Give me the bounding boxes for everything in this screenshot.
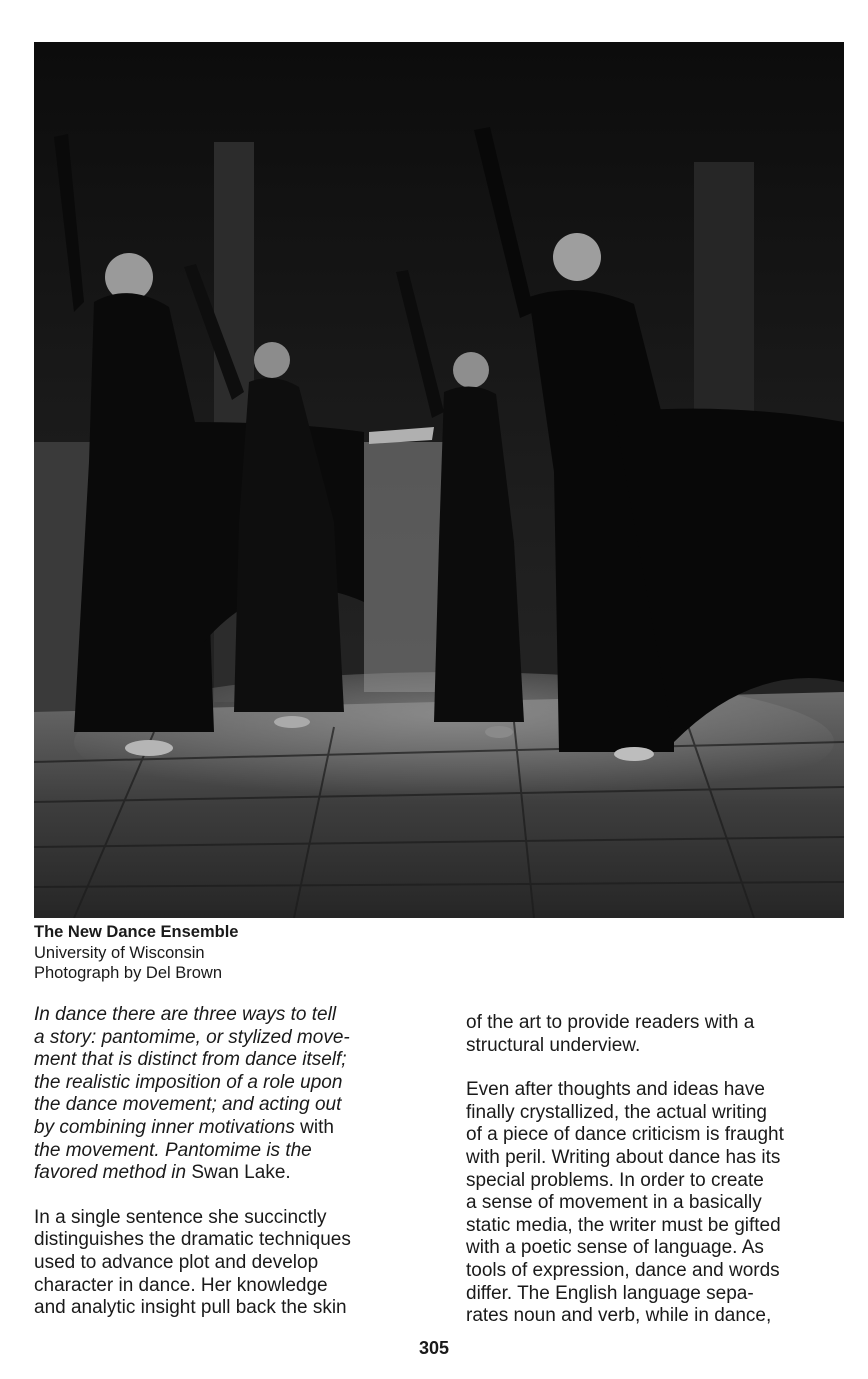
photo-caption <box>34 922 534 984</box>
text-segment: Swan Lake. <box>186 1162 291 1184</box>
page-number: 305 <box>418 1338 450 1358</box>
text-line: character in dance. Her knowledge <box>34 1274 328 1296</box>
text-line: and analytic insight pull back the skin <box>34 1297 347 1319</box>
text-line: rates noun and verb, while in dance, <box>466 1305 772 1327</box>
caption-title: The New Dance Ensemble <box>34 923 239 941</box>
right-column <box>466 1012 846 1328</box>
text-line: a sense of movement in a basically <box>466 1192 762 1214</box>
text-segment: by combining inner motivations <box>34 1116 295 1138</box>
text-line: static media, the writer must be gifted <box>466 1214 781 1236</box>
text-line <box>34 1162 414 1185</box>
text-segment: with <box>294 1116 334 1138</box>
text-line: distinguishes the dramatic techniques <box>34 1229 351 1251</box>
text-segment: favored method in <box>34 1162 187 1184</box>
text-line: tools of expression, dance and words <box>466 1259 780 1281</box>
left-paragraph-1 <box>34 1004 414 1185</box>
text-line: Even after thoughts and ideas have <box>466 1079 765 1101</box>
text-line: In dance there are three ways to tell <box>34 1004 337 1025</box>
text-line: ment that is distinct from dance itself; <box>34 1049 347 1071</box>
text-line: of the art to provide readers with a <box>466 1012 755 1033</box>
left-paragraph-2 <box>34 1207 414 1320</box>
text-line: a story: pantomime, or stylized move- <box>34 1026 350 1048</box>
photo-illustration <box>34 42 844 918</box>
text-line: special problems. In order to create <box>466 1169 764 1191</box>
text-line: the realistic imposition of a role upon <box>34 1071 343 1093</box>
text-line: of a piece of dance criticism is fraught <box>466 1124 784 1146</box>
text-line: the dance movement; and acting out <box>34 1094 342 1116</box>
caption-credit: Photograph by Del Brown <box>34 964 223 982</box>
left-column <box>34 1004 414 1320</box>
dance-photograph <box>34 42 844 918</box>
text-line: structural underview. <box>466 1034 641 1056</box>
text-line: In a single sentence she succinctly <box>34 1206 327 1228</box>
text-line: used to advance plot and develop <box>34 1251 319 1273</box>
caption-institution: University of Wisconsin <box>34 943 205 962</box>
text-line <box>34 1117 414 1140</box>
text-line: finally crystallized, the actual writing <box>466 1101 767 1123</box>
text-line: with peril. Writing about dance has its <box>466 1146 781 1168</box>
right-paragraph-2 <box>466 1079 846 1328</box>
right-paragraph-1 <box>466 1012 846 1057</box>
text-line: the movement. Pantomime is the <box>34 1139 312 1161</box>
text-line: differ. The English language sepa- <box>466 1282 754 1304</box>
text-line: with a poetic sense of language. As <box>466 1237 764 1259</box>
